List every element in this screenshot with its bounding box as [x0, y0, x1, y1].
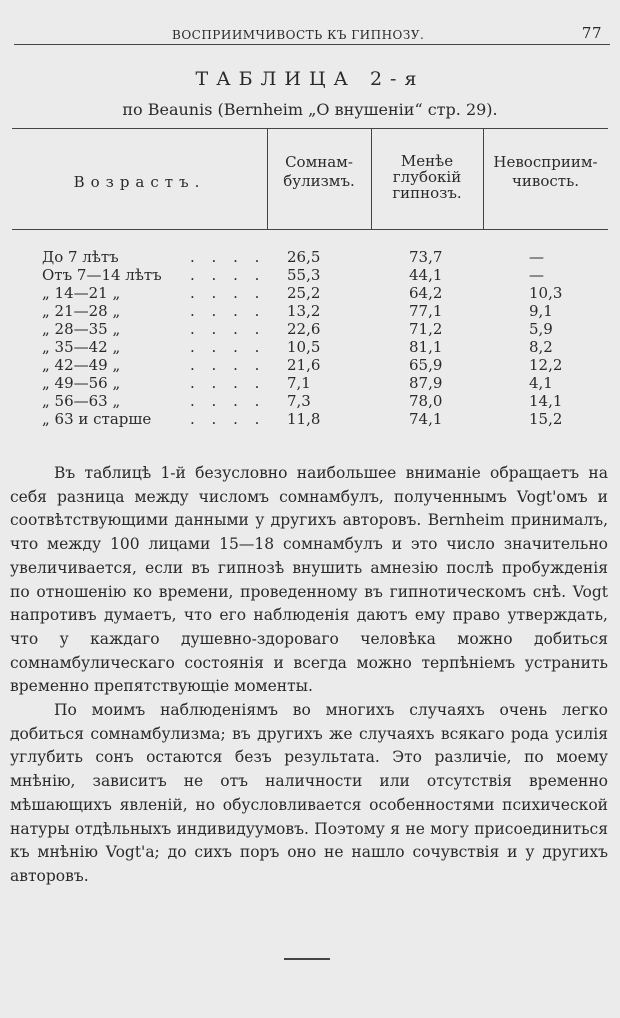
cell-none: 15,2	[529, 410, 563, 428]
cell-light: 64,2	[409, 284, 443, 302]
leader-dots: . . . .	[190, 320, 266, 338]
header-light-line-3: гипнозъ.	[392, 184, 462, 202]
leader-dots: . . . .	[190, 302, 266, 320]
cell-light: 73,7	[409, 248, 443, 266]
header-light-line-2: глубокій	[392, 168, 462, 186]
cell-light: 78,0	[409, 392, 443, 410]
cell-light: 81,1	[409, 338, 443, 356]
cell-age: „ 63 и старше	[42, 410, 152, 428]
cell-somnambulism: 55,3	[287, 266, 321, 284]
header-somnambulism-line-1: Сомнам-	[285, 153, 353, 171]
leader-dots: . . . .	[190, 356, 266, 374]
cell-age: „ 14—21 „	[42, 284, 121, 302]
table-row	[12, 266, 608, 284]
cell-none: —	[529, 266, 544, 284]
table-row	[12, 338, 608, 356]
cell-none: 5,9	[529, 320, 553, 338]
header-none-line-2: чивость.	[511, 172, 580, 190]
cell-somnambulism: 7,3	[287, 392, 311, 410]
page-number: 77	[581, 24, 602, 42]
cell-none: 10,3	[529, 284, 563, 302]
end-rule	[284, 958, 330, 960]
leader-dots: . . . .	[190, 338, 266, 356]
table-row	[12, 320, 608, 338]
header-none-line-1: Невосприим-	[493, 153, 598, 171]
leader-dots: . . . .	[190, 248, 266, 266]
table-title: ТАБЛИЦА 2-я	[195, 68, 425, 90]
paragraph: По моимъ наблюденіямъ во многихъ случаяхъ очень легко добиться сомнамбулизма; въ другихъ же случаяхъ всякаго рода усилія углубить сонъ остаются безъ результата. Это различіе, по моему мнѣнію, зависитъ не отъ наличности или отсутствія временно мѣшающихъ явленій, но обусловливается особенностями психической натуры отдѣльныхъ индивидуумовъ. Поэтому я не могу присоединиться къ мнѣнію Vogt'а; до сихъ поръ оно не нашло сочувствія и у другихъ авторовъ.	[10, 701, 608, 885]
cell-light: 65,9	[409, 356, 443, 374]
cell-somnambulism: 10,5	[287, 338, 321, 356]
cell-somnambulism: 22,6	[287, 320, 321, 338]
cell-somnambulism: 26,5	[287, 248, 321, 266]
leader-dots: . . . .	[190, 410, 266, 428]
cell-none: 4,1	[529, 374, 553, 392]
header-somnambulism-line-2: булизмъ.	[283, 172, 355, 190]
cell-light: 44,1	[409, 266, 443, 284]
table-row	[12, 374, 608, 392]
cell-none: —	[529, 248, 544, 266]
leader-dots: . . . .	[190, 392, 266, 410]
paragraph: Въ таблицѣ 1-й безусловно наибольшее вниманіе обращаетъ на себя разница между числомъ сомнамбулъ, полученнымъ Vogt'омъ и соотвѣтствующими данными у другихъ авторовъ. Bernheim принималъ, что между 100 лицами 15—18 сомнамбулъ и это число значительно увеличивается, если въ гипнозѣ внушить амнезію послѣ пробужденія по отношенію ко времени, проведенному въ гипнотическомъ снѣ. Vogt напротивъ думаетъ, что его наблюденія даютъ ему право утверждать, что у каждаго душевно-здороваго человѣка можно добиться сомнамбулическаго состоянія и всегда можно терпѣніемъ устранить временно препятствующіе моменты.	[10, 464, 608, 696]
header-light-line-1: Менѣе	[400, 152, 454, 170]
cell-none: 9,1	[529, 302, 553, 320]
leader-dots: . . . .	[190, 284, 266, 302]
table-subtitle: по Beaunis (Bernheim „О внушеніи“ стр. 29).	[122, 100, 498, 119]
cell-age: „ 21—28 „	[42, 302, 121, 320]
cell-age: „ 35—42 „	[42, 338, 121, 356]
table-row	[12, 302, 608, 320]
cell-light: 87,9	[409, 374, 443, 392]
cell-somnambulism: 13,2	[287, 302, 321, 320]
table-row	[12, 248, 608, 266]
cell-somnambulism: 11,8	[287, 410, 321, 428]
cell-light: 74,1	[409, 410, 443, 428]
cell-age: „ 56—63 „	[42, 392, 121, 410]
cell-none: 8,2	[529, 338, 553, 356]
cell-none: 12,2	[529, 356, 563, 374]
cell-age: Отъ 7—14 лѣтъ	[42, 266, 162, 284]
cell-none: 14,1	[529, 392, 563, 410]
header-non-susceptibility	[483, 153, 608, 191]
header-somnambulism	[267, 153, 371, 191]
cell-age: „ 49—56 „	[42, 374, 121, 392]
running-head: ВОСПРИИМЧИВОСТЬ КЪ ГИПНОЗУ.	[172, 28, 425, 42]
page-header	[14, 22, 610, 45]
cell-somnambulism: 7,1	[287, 374, 311, 392]
table-header	[12, 128, 608, 230]
cell-age: До 7 лѣтъ	[42, 248, 119, 266]
header-light-hypnosis	[371, 153, 483, 201]
cell-age: „ 28—35 „	[42, 320, 121, 338]
cell-age: „ 42—49 „	[42, 356, 121, 374]
table-body	[12, 248, 608, 428]
cell-somnambulism: 25,2	[287, 284, 321, 302]
leader-dots: . . . .	[190, 374, 266, 392]
table-row	[12, 356, 608, 374]
table-row	[12, 392, 608, 410]
cell-light: 71,2	[409, 320, 443, 338]
table-row	[12, 284, 608, 302]
leader-dots: . . . .	[190, 266, 266, 284]
body-text	[10, 462, 608, 889]
table-row	[12, 410, 608, 428]
header-age: Возрастъ.	[73, 173, 206, 191]
cell-somnambulism: 21,6	[287, 356, 321, 374]
cell-light: 77,1	[409, 302, 443, 320]
